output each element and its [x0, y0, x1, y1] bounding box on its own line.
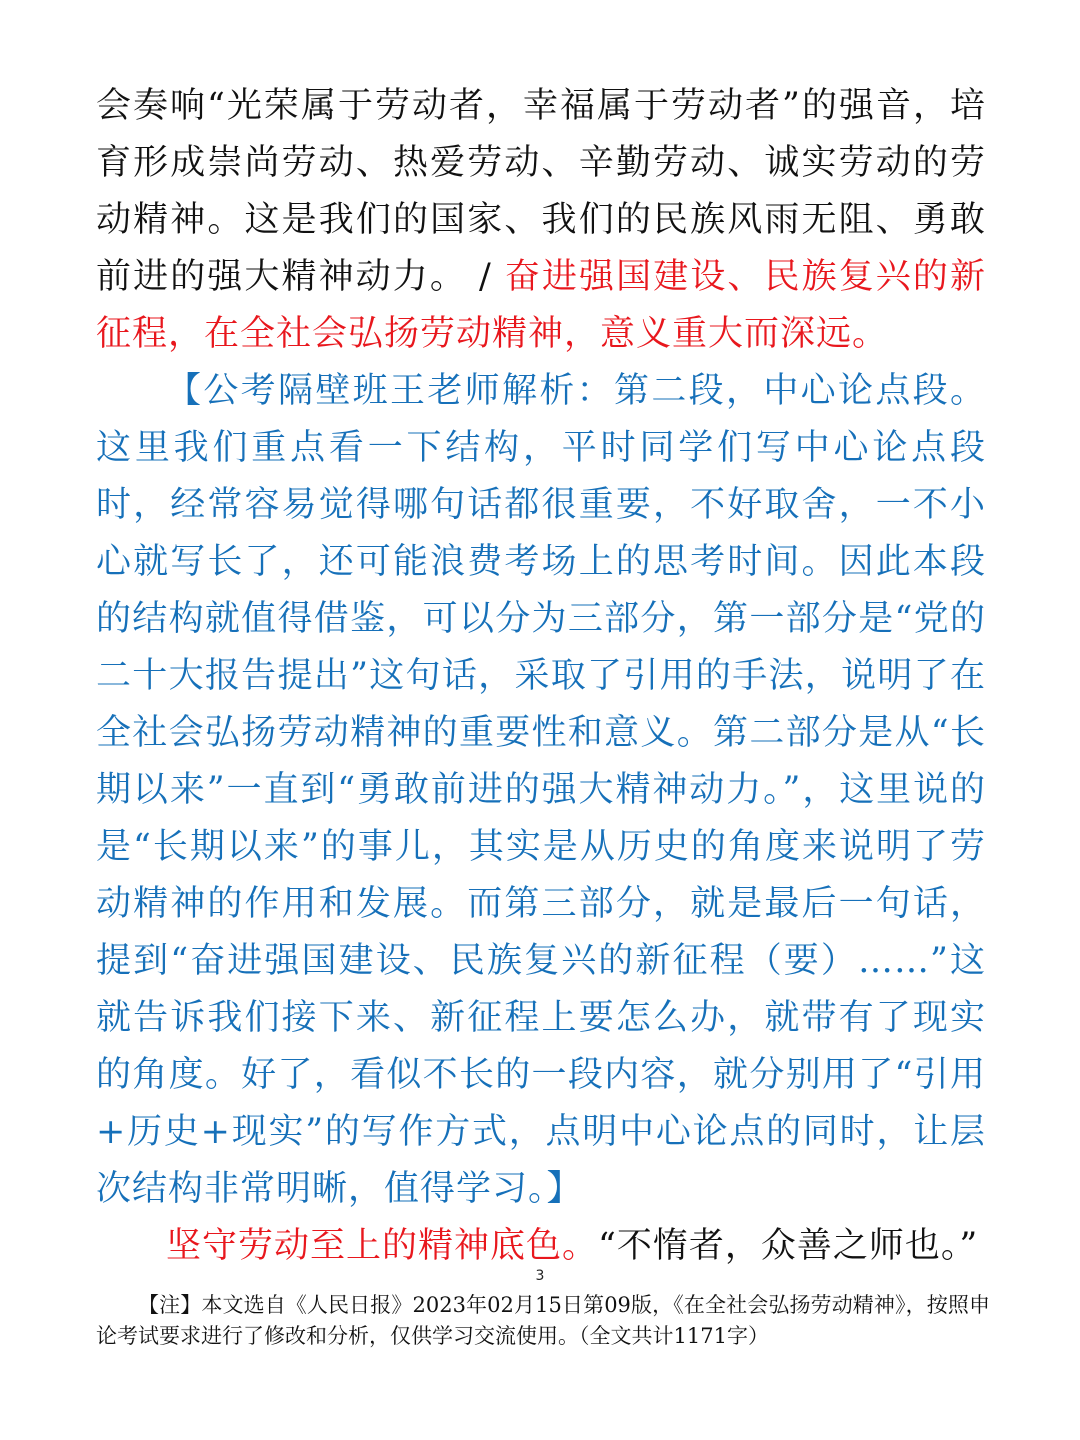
paragraph-1-body-text: 会奏响“光荣属于劳动者，幸福属于劳动者”的强音，培育形成崇尚劳动、热爱劳动、辛勤劳动、诚实劳动的劳动精神。这是我们的国家、我们的民族风雨无阻、勇敢前进的强大精神动力。: [96, 86, 986, 297]
page-number: 3: [535, 1268, 545, 1284]
analysis-text: 【公考隔壁班王老师解析：第二段，中心论点段。这里我们重点看一下结构，平时同学们写中心论点段时，经常容易觉得哪句话都很重要，不好取舍，一不小心就写长了，还可能浪费考场上的思考时间。因此本段的结构就值得借鉴，可以分为三部分，第一部分是“党的二十大报告提出”这句话，采取了引用的手法，说明了在全社会弘扬劳动精神的重要性和意义。第二部分是从“长期以来”一直到“勇敢前进的强大精神动力。”，这里说的是“长期以来”的事儿，其实是从历史的角度来说明了劳动精神的作用和发展。而第三部分，就是最后一句话，提到“奋进强国建设、民族复兴的新征程（要）……”这就告诉我们接下来、新征程上要怎么办，就带有了现实的角度。好了，看似不长的一段内容，就分别用了“引用+历史+现实”的写作方式，点明中心论点的同时，让层次结构非常明晰，值得学习。】: [96, 371, 986, 1209]
analysis-paragraph: [96, 363, 986, 1218]
paragraph-1: [96, 78, 986, 363]
article-body: [96, 78, 986, 1275]
source-note: 【注】本文选自《人民日报》2023年02月15日第09版，《在全社会弘扬劳动精神》，按照申论考试要求进行了修改和分析，仅供学习交流使用。（全文共计1171字）: [96, 1293, 990, 1348]
paragraph-3: [96, 1218, 986, 1275]
paragraph-separator: /: [478, 257, 492, 297]
paragraph-1-highlight-text: 奋进强国建设、民族复兴的新征程，在全社会弘扬劳动精神，意义重大而深远。: [96, 257, 986, 354]
section-heading: 坚守劳动至上的精神底色。: [166, 1226, 599, 1266]
quote-text: “不惰者，众善之师也。”: [598, 1226, 979, 1266]
